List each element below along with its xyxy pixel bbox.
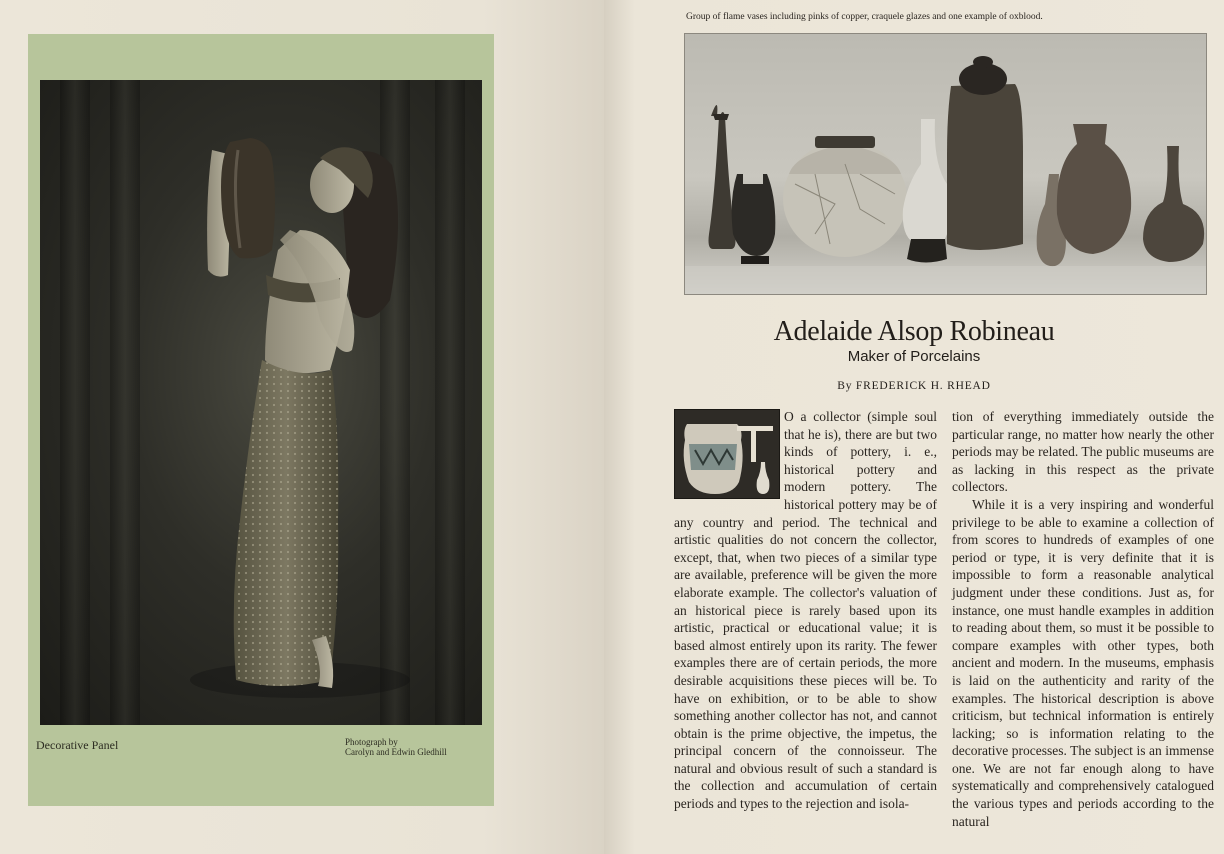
panel-caption: Decorative Panel xyxy=(36,738,119,752)
dropcap-illustration xyxy=(674,409,780,499)
article-paragraph: tion of everything immediately outside the particular range, no matter how nearly the other periods may be related. The public museums are as lacking in this respect as the private collectors. xyxy=(952,409,1214,495)
decorated-vase-icon xyxy=(675,410,779,498)
article-column-right xyxy=(952,408,1214,830)
flame-vases-photo xyxy=(684,33,1207,295)
photo-credit-line: Carolyn and Edwin Gledhill xyxy=(345,747,447,757)
vase-photo-caption: Group of flame vases including pinks of copper, craquele glazes and one example of oxblood. xyxy=(686,12,1043,22)
left-page xyxy=(0,0,604,854)
article-paragraph: O a collector (simple soul that he is), there are but two kinds of pottery, i. e., historical pottery and modern pottery. The historical pottery may be of any country and period. The technical and artistic qualities do not concern the collector, except, that, when two pieces of a similar type are available, preference will be given the more elaborate example. The collector's valuation of an historical piece is rarely based upon its artistic, practical or educational value; it is based almost entirely upon its rarity. The fewer examples there are of certain periods, the more desirable acquisitions these pieces will be. To have on exhibition, or to be able to show something another collector has not, and cannot obtain is the prime objective, the impetus, the principal concern of the connoisseur. The natural and obvious result of such a standard is the collection and accumulation of certain periods and types to the rejection and isola- xyxy=(674,409,937,812)
vases-illustration xyxy=(685,34,1206,294)
photo-credit-line: Photograph by xyxy=(345,737,398,747)
decorative-panel-photo xyxy=(40,80,482,725)
article-title: Adelaide Alsop Robineau xyxy=(773,316,1055,347)
dancer-figure-illustration xyxy=(40,80,482,725)
decorative-panel xyxy=(28,34,494,806)
right-page xyxy=(604,0,1224,854)
article-column-left xyxy=(674,408,937,813)
article-byline: By FREDERICK H. RHEAD xyxy=(837,380,991,392)
article-paragraph: While it is a very inspiring and wonderful privilege to be able to examine a collection of from scores to hundreds of examples of one period or type, it is very definite that it is impossible to form a reasonable analytical judgment under these conditions. Just as, for instance, one must handle examples in addition to reading about them, so must it be possible to compare examples with other types, both ancient and modern. In the museums, emphasis is laid on the authenticity and rarity of the examples. The historical description is above criticism, but technical information is entirely lacking; so is information relating to the decorative processes. The subject is an immense one. We are not far enough along to have systematically and comprehensively catalogued the various types and periods according to the natural xyxy=(952,496,1214,829)
article-subtitle: Maker of Porcelains xyxy=(847,348,981,365)
photo-credit xyxy=(345,737,447,757)
